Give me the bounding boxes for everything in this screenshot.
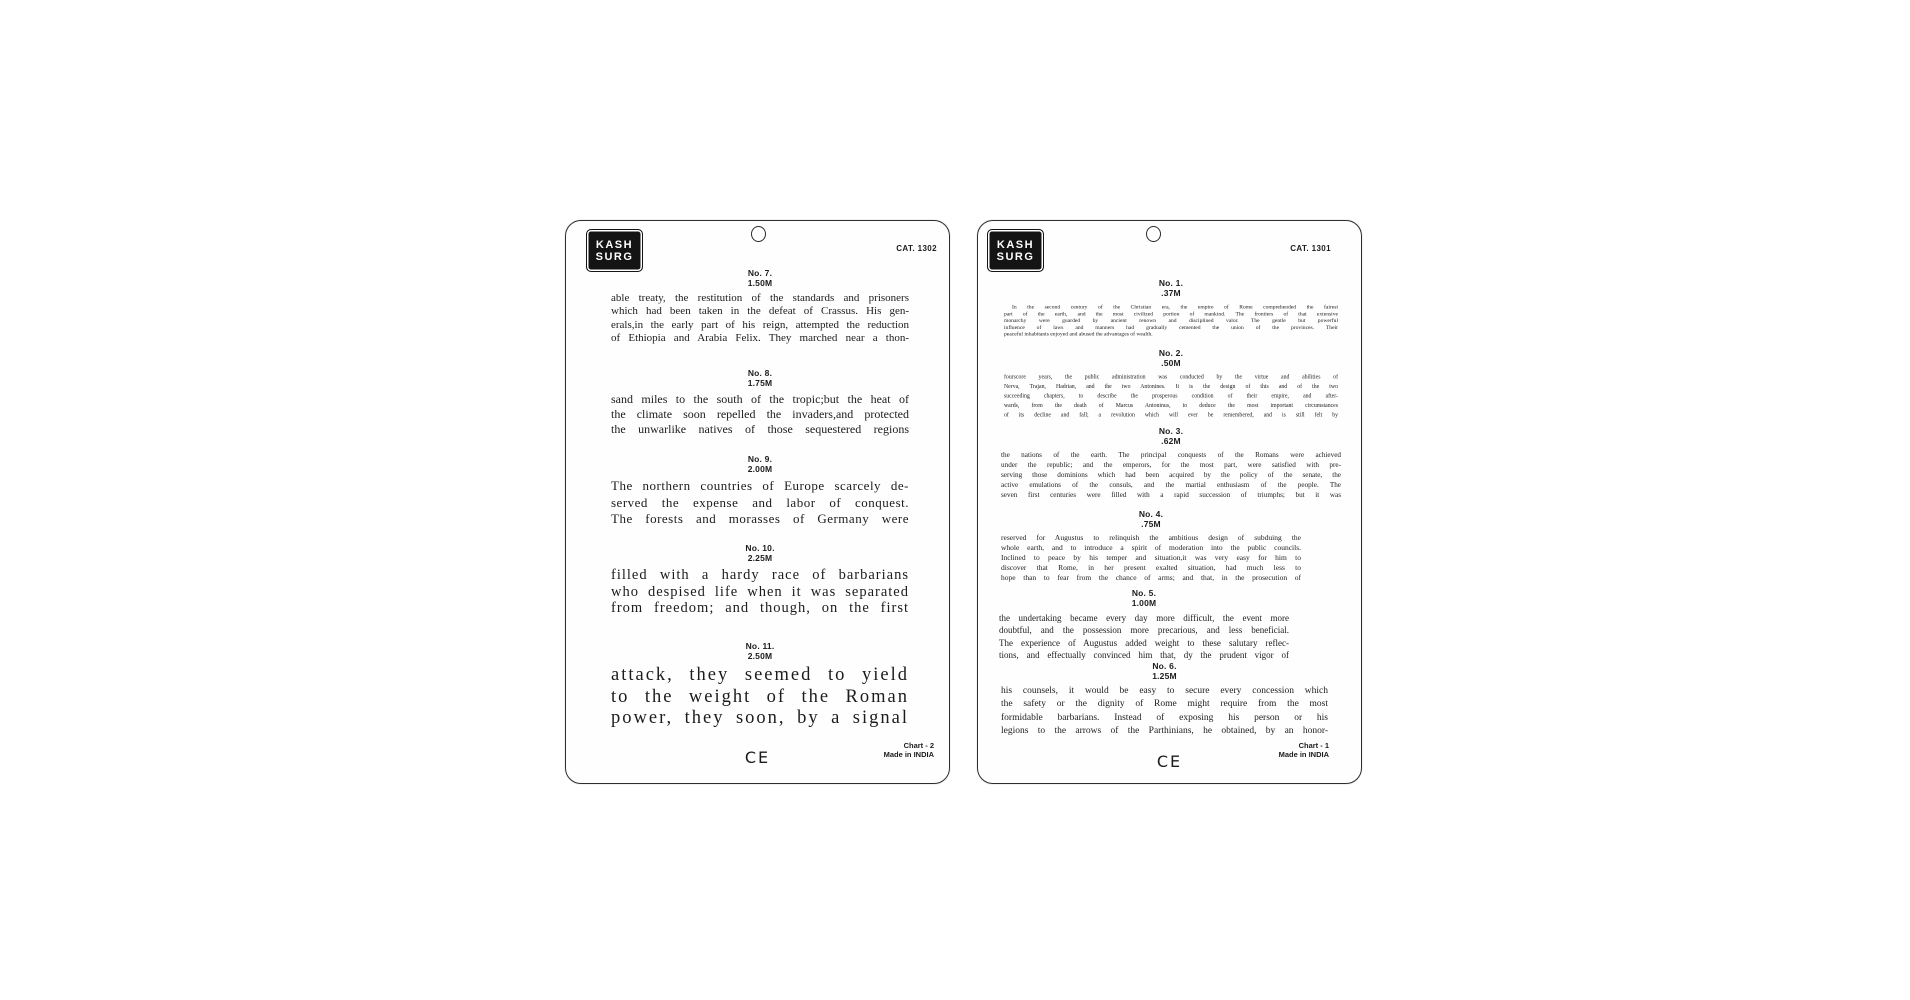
brand-logo — [987, 229, 1044, 272]
text-line: The experience of Augustus added weight to these salutary reflec- — [999, 637, 1289, 648]
text-line: seven first centuries were filled with a rapid succession of triumphs; but it was — [1001, 491, 1341, 499]
section-heading — [611, 454, 909, 474]
text-line: serving those dominions which had been acquired by the policy of the senate, the — [1001, 471, 1341, 479]
section-heading — [611, 641, 909, 661]
text-line: The forests and morasses of Germany were — [611, 511, 909, 526]
text-line: the unwarlike natives of those sequestered regions — [611, 422, 909, 436]
text-line: influence of laws and manners had gradually cemented the union of the provinces. Their — [1004, 324, 1338, 331]
text-line: served the expense and labor of conquest. — [611, 494, 909, 510]
footer-chart-number-label: Chart - 2 — [903, 741, 934, 750]
reading-section — [1001, 509, 1301, 583]
text-line: power, they soon, by a signal — [611, 708, 909, 728]
reading-paragraph — [1001, 685, 1328, 738]
reading-paragraph — [611, 292, 909, 345]
brand-logo-line: SURG — [996, 250, 1035, 263]
section-number-label: No. 6. — [1152, 661, 1177, 671]
text-line: active emulations of the consuls, and the martial enthusiasm of the people. The — [1001, 481, 1341, 489]
reading-paragraph — [1001, 450, 1341, 500]
section-print-size-label: 2.50M — [747, 651, 773, 661]
text-line: In the second century of the Christian era, the empire of Rome comprehended the fairest — [1012, 304, 1338, 310]
text-line: peaceful inhabitants enjoyed and abused the advantages of wealth. — [1004, 331, 1153, 338]
footer-chart-number-label: Chart - 1 — [1298, 741, 1329, 750]
section-heading — [611, 268, 909, 288]
section-number-label: No. 4. — [1138, 509, 1164, 519]
ce-mark-icon: CE — [744, 748, 771, 767]
section-number-label: No. 10. — [745, 543, 775, 553]
brand-logo-line: SURG — [595, 250, 634, 263]
text-line: tions, and effectually convinced him that, dy the prudent vigor of — [999, 649, 1289, 660]
section-number-label: No. 5. — [1131, 588, 1157, 598]
catalog-number-label: CAT. 1302 — [896, 244, 937, 253]
text-line: reserved for Augustus to relinquish the ambitious design of subduing the — [1001, 533, 1301, 542]
section-number-label: No. 8. — [747, 368, 773, 378]
section-number-label: No. 3. — [1158, 426, 1184, 436]
ce-mark-icon: CE — [1156, 752, 1183, 771]
section-print-size-label: .37M — [1161, 288, 1181, 298]
reading-paragraph — [1004, 304, 1338, 338]
text-line: under the republic; and the emperors, for the most part, were satisfied with pre- — [1001, 461, 1341, 469]
text-line: legions to the arrows of the Parthinians, he obtained, by an honor- — [1001, 725, 1328, 736]
punch-hole — [751, 226, 766, 242]
text-line: filled with a hardy race of barbarians — [611, 567, 909, 583]
section-print-size-label: 2.25M — [747, 553, 773, 563]
reading-section — [611, 543, 909, 617]
reading-paragraph — [1001, 533, 1301, 583]
section-heading — [1001, 426, 1341, 446]
section-number-label: No. 1. — [1158, 278, 1184, 288]
section-heading — [1001, 661, 1328, 681]
text-line: the undertaking became every day more difficult, the event more — [999, 613, 1289, 623]
reading-section — [611, 368, 909, 437]
section-number-label: No. 9. — [747, 454, 773, 464]
reading-paragraph — [611, 567, 909, 617]
section-print-size-label: 1.50M — [747, 278, 773, 288]
reading-section — [1001, 661, 1328, 738]
section-heading — [1004, 278, 1338, 298]
text-line: formidable barbarians. Instead of exposing his person or his — [1001, 712, 1328, 723]
reading-section — [999, 588, 1289, 661]
reading-card-left — [565, 220, 950, 784]
text-line: The northern countries of Europe scarcely de- — [611, 478, 909, 493]
reading-paragraph — [999, 612, 1289, 661]
section-number-label: No. 11. — [745, 641, 775, 651]
section-print-size-label: .62M — [1161, 436, 1181, 446]
section-heading — [611, 543, 909, 563]
text-line: wards, from the death of Marcus Antoninus, to deduce the most important circumstances — [1004, 402, 1338, 409]
section-number-label: No. 2. — [1158, 348, 1184, 358]
text-line: able treaty, the restitution of the standards and prisoners — [611, 292, 909, 304]
text-line: monarchy were guarded by ancient renown and disciplined valor. The gentle but powerful — [1004, 317, 1338, 324]
section-print-size-label: 2.00M — [747, 464, 773, 474]
text-line: who despised life when it was separated — [611, 583, 909, 600]
text-line: sand miles to the south of the tropic;but the heat of — [611, 392, 909, 406]
section-print-size-label: 1.75M — [747, 378, 773, 388]
text-line: erals,in the early part of his reign, attempted the reduction — [611, 318, 909, 331]
reading-paragraph — [1004, 372, 1338, 420]
text-line: succeeding chapters, to describe the prosperous condition of their empire, and after- — [1004, 392, 1338, 399]
reading-section — [611, 641, 909, 730]
text-line: his counsels, it would be easy to secure every concession which — [1001, 686, 1328, 696]
reading-section — [1001, 426, 1341, 500]
section-print-size-label: .75M — [1141, 519, 1161, 529]
brand-logo — [586, 229, 643, 272]
text-line: part of the earth, and the most civilized portion of mankind. The frontiers of that extensive — [1004, 310, 1338, 317]
reading-paragraph — [611, 478, 909, 528]
reading-card-right — [977, 220, 1362, 784]
text-line: to the weight of the Roman — [611, 686, 909, 707]
reading-paragraph — [611, 665, 909, 730]
reading-section — [611, 268, 909, 345]
text-line: Nerva, Trajan, Hadrian, and the two Antonines. It is the design of this and of the two — [1004, 383, 1338, 390]
text-line: the nations of the earth. The principal conquests of the Romans were achieved — [1001, 451, 1341, 459]
section-print-size-label: 1.00M — [1131, 598, 1157, 608]
section-print-size-label: .50M — [1161, 358, 1181, 368]
made-in-label: Made in INDIA — [883, 750, 934, 759]
text-line: of Ethiopia and Arabia Felix. They marched near a thon- — [611, 331, 909, 344]
section-number-label: No. 7. — [747, 268, 773, 278]
section-print-size-label: 1.25M — [1152, 671, 1177, 681]
section-heading — [611, 368, 909, 388]
reading-section — [611, 454, 909, 528]
section-heading — [1001, 509, 1301, 529]
brand-logo-line: KASH — [595, 238, 634, 251]
reading-paragraph — [611, 392, 909, 437]
text-line: doubtful, and the possession more precarious, and less beneficial. — [999, 625, 1289, 636]
section-heading — [999, 588, 1289, 608]
text-line: fourscore years, the public administration was conducted by the virtue and abilities of — [1004, 373, 1338, 380]
text-line: which had been taken in the defeat of Crassus. His gen- — [611, 305, 909, 318]
text-line: of its decline and fall; a revolution which will ever be remembered, and is still felt by — [1004, 411, 1338, 418]
section-heading — [1004, 348, 1338, 368]
text-line: from freedom; and though, on the first — [611, 600, 909, 616]
text-line: Inclined to peace by his temper and situation,it was very easy for him to — [1001, 553, 1301, 562]
brand-logo-line: KASH — [996, 238, 1035, 251]
text-line: discover that Rome, in her present exalted situation, had much less to — [1001, 563, 1301, 572]
text-line: hope than to fear from the chance of arms; and that, in the prosecution of — [1001, 573, 1301, 582]
made-in-label: Made in INDIA — [1278, 750, 1329, 759]
punch-hole — [1146, 226, 1161, 242]
text-line: whole earth, and to introduce a spirit of moderation into the public councils. — [1001, 543, 1301, 552]
text-line: the climate soon repelled the invaders,and protected — [611, 407, 909, 421]
catalog-number-label: CAT. 1301 — [1290, 244, 1331, 253]
text-line: attack, they seemed to yield — [611, 665, 909, 685]
text-line: the safety or the dignity of Rome might require from the most — [1001, 699, 1328, 710]
